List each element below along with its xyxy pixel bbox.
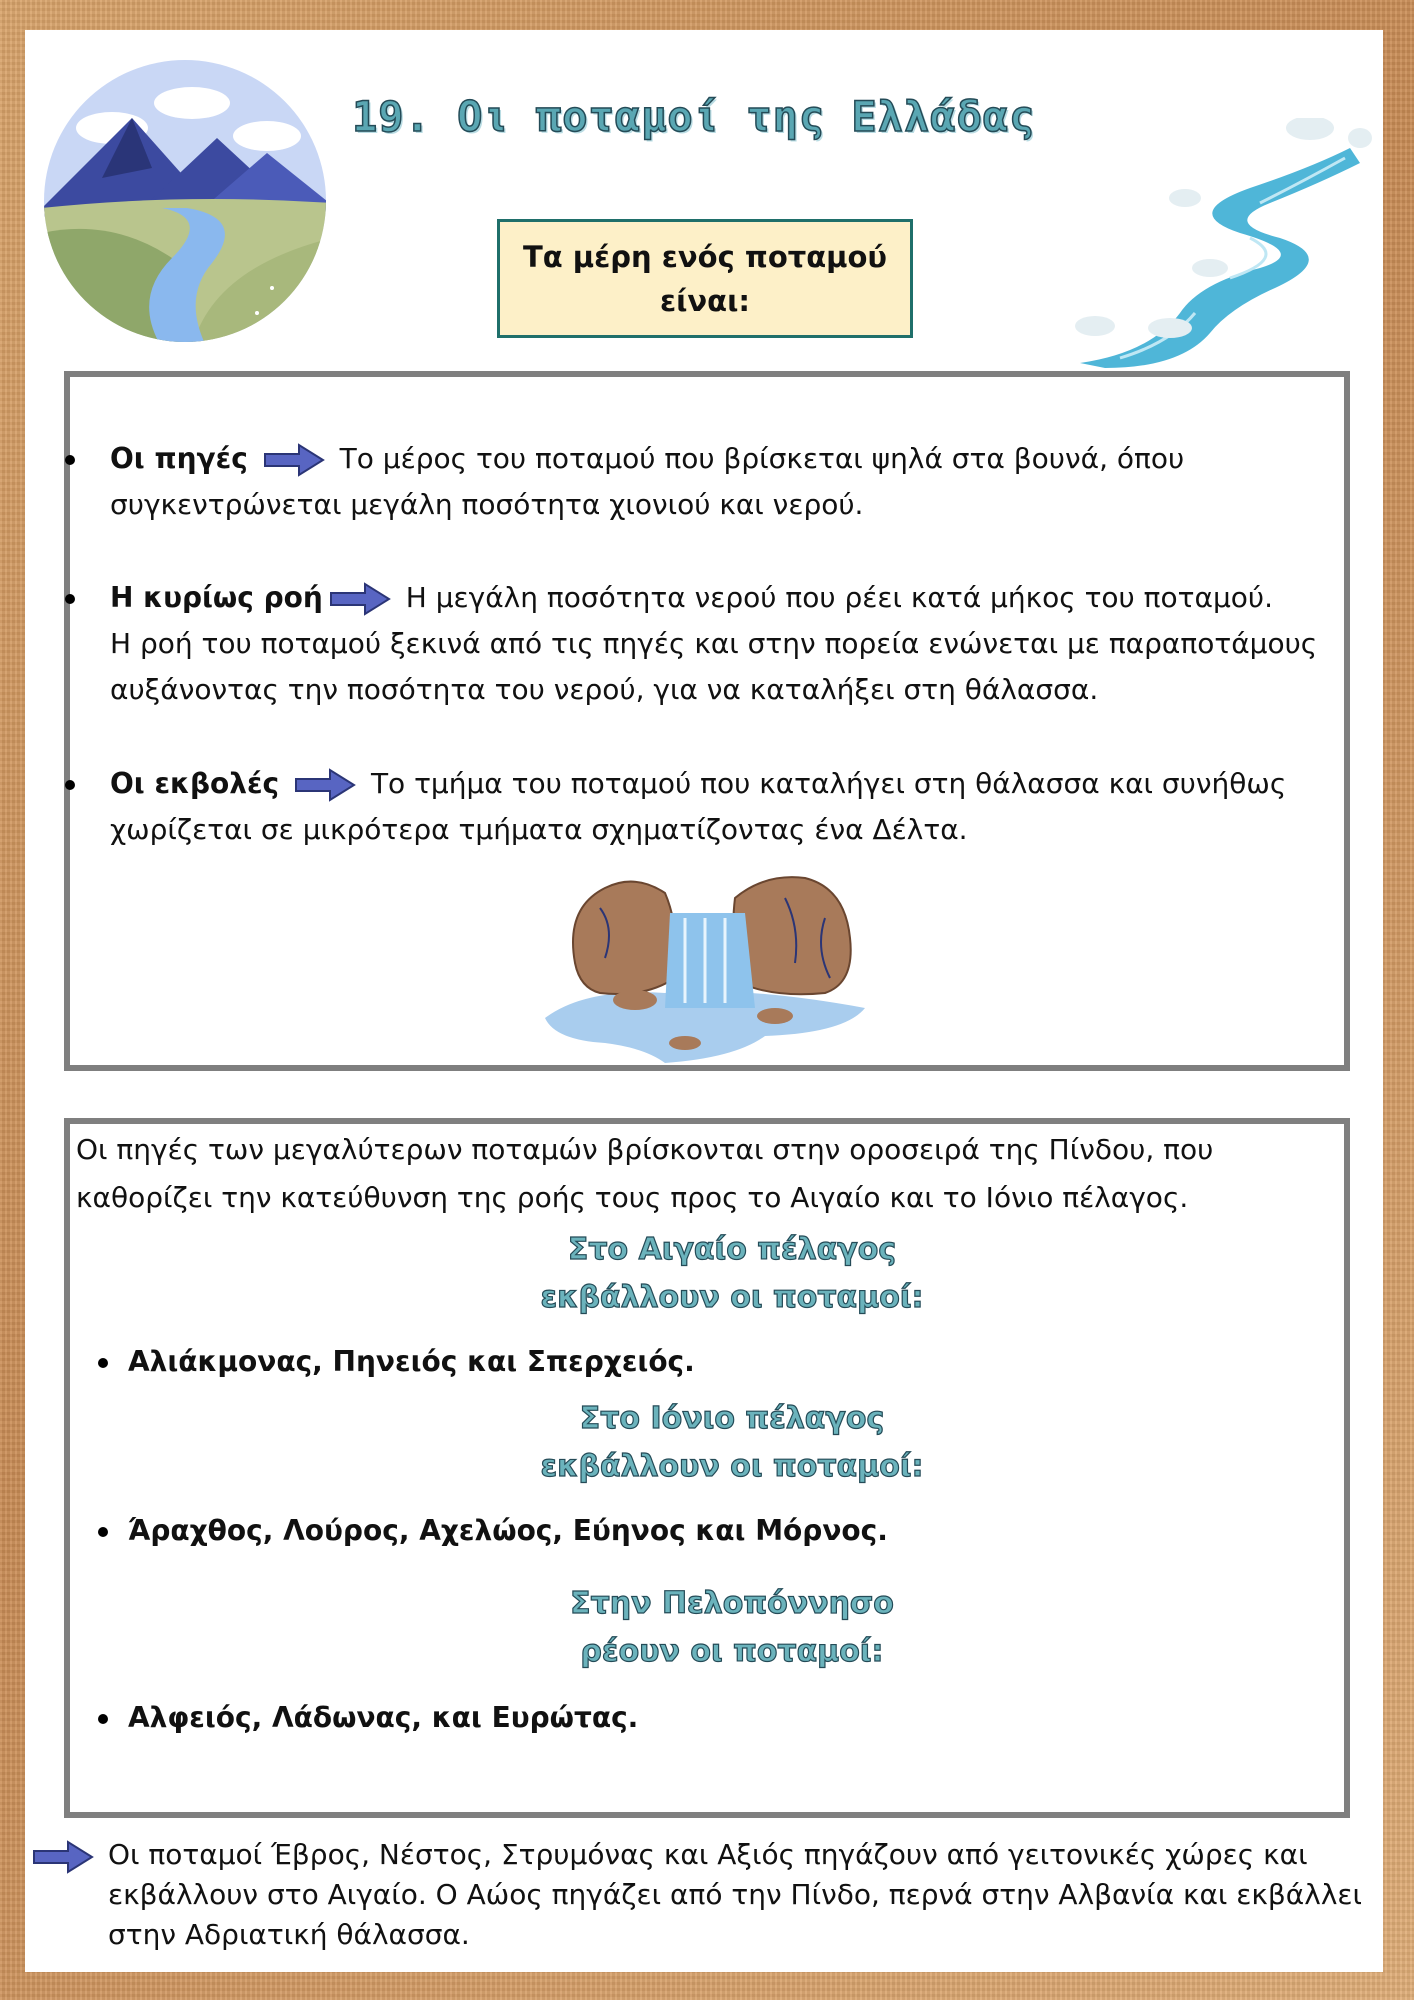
- bullet: [65, 594, 75, 604]
- part-description-line1: Η μεγάλη ποσότητα νερού που ρέει κατά μήκος του ποταμού.: [405, 581, 1274, 614]
- peloponnese-heading: [482, 1580, 982, 1676]
- part-description-rest: συγκεντρώνεται μεγάλη ποσότητα χιονιού και νερού.: [110, 488, 864, 521]
- mountain-river-illustration: [42, 58, 328, 344]
- ionian-rivers: [98, 1514, 888, 1547]
- part-term: Οι πηγές: [110, 442, 248, 475]
- waterfall-illustration: [545, 868, 875, 1063]
- river-part-mouth: [72, 761, 1332, 853]
- bullet: [98, 1527, 108, 1537]
- subtitle-text: Τα μέρη ενός ποταμού είναι:: [522, 239, 888, 318]
- part-description-rest: χωρίζεται σε μικρότερα τμήματα σχηματίζοντας ένα Δέλτα.: [110, 813, 968, 846]
- aegean-heading: [482, 1226, 982, 1322]
- aegean-rivers: [98, 1345, 695, 1378]
- bullet: [65, 780, 75, 790]
- bullet: [98, 1358, 108, 1368]
- river-names: Αλιάκμονας, Πηνειός και Σπερχειός.: [128, 1345, 695, 1378]
- part-description-line1: Το τμήμα του ποταμού που καταλήγει στη θάλασσα και συνήθως: [370, 767, 1287, 800]
- part-term: Η κυρίως ροή: [110, 581, 323, 614]
- arrow-right-icon: [263, 443, 325, 477]
- footer-note: Οι ποταμοί Έβρος, Νέστος, Στρυμόνας και Αξιός πηγάζουν από γειτονικές χώρες και εκβάλλουν στο Αιγαίο. Ο Αώος πηγάζει από την Πίνδο, περνά στην Αλβανία και εκβάλλει στην Αδριατική θάλασσα.: [108, 1838, 1362, 1951]
- subtitle-box: [497, 219, 913, 338]
- part-description-rest: Η ροή του ποταμού ξεκινά από τις πηγές και στην πορεία ενώνεται με παραποτάμους αυξάνοντας την ποσότητα του νερού, για να καταλήξει στη θάλασσα.: [110, 627, 1318, 706]
- heading-line: Στο Αιγαίο πέλαγος: [567, 1232, 897, 1267]
- peloponnese-rivers: [98, 1701, 638, 1734]
- river-part-springs: [72, 436, 1332, 528]
- part-term: Οι εκβολές: [110, 767, 280, 800]
- river-names: Άραχθος, Λούρος, Αχελώος, Εύηνος και Μόρνος.: [128, 1514, 888, 1547]
- winding-river-illustration: [1060, 118, 1380, 368]
- intro-paragraph: Οι πηγές των μεγαλύτερων ποταμών βρίσκονται στην οροσειρά της Πίνδου, που καθορίζει την κατεύθυνση της ροής τους προς το Αιγαίο και το Ιόνιο πέλαγος.: [76, 1133, 1214, 1214]
- heading-line: ρέουν οι ποταμοί:: [580, 1634, 884, 1669]
- arrow-right-icon: [32, 1840, 94, 1874]
- bullet: [65, 455, 75, 465]
- arrow-right-icon: [329, 582, 391, 616]
- heading-line: Στο Ιόνιο πέλαγος: [579, 1401, 885, 1436]
- bullet: [98, 1714, 108, 1724]
- heading-line: εκβάλλουν οι ποταμοί:: [540, 1280, 924, 1315]
- ionian-heading: [482, 1395, 982, 1491]
- page-title: 19. Οι ποταμοί της Ελλάδας: [352, 92, 1036, 141]
- river-part-main-flow: [72, 575, 1332, 713]
- part-description-line1: Το μέρος του ποταμού που βρίσκεται ψηλά στα βουνά, όπου: [339, 442, 1185, 475]
- arrow-right-icon: [294, 768, 356, 802]
- heading-line: εκβάλλουν οι ποταμοί:: [540, 1449, 924, 1484]
- heading-line: Στην Πελοπόννησο: [570, 1586, 894, 1621]
- river-names: Αλφειός, Λάδωνας, και Ευρώτας.: [128, 1701, 639, 1734]
